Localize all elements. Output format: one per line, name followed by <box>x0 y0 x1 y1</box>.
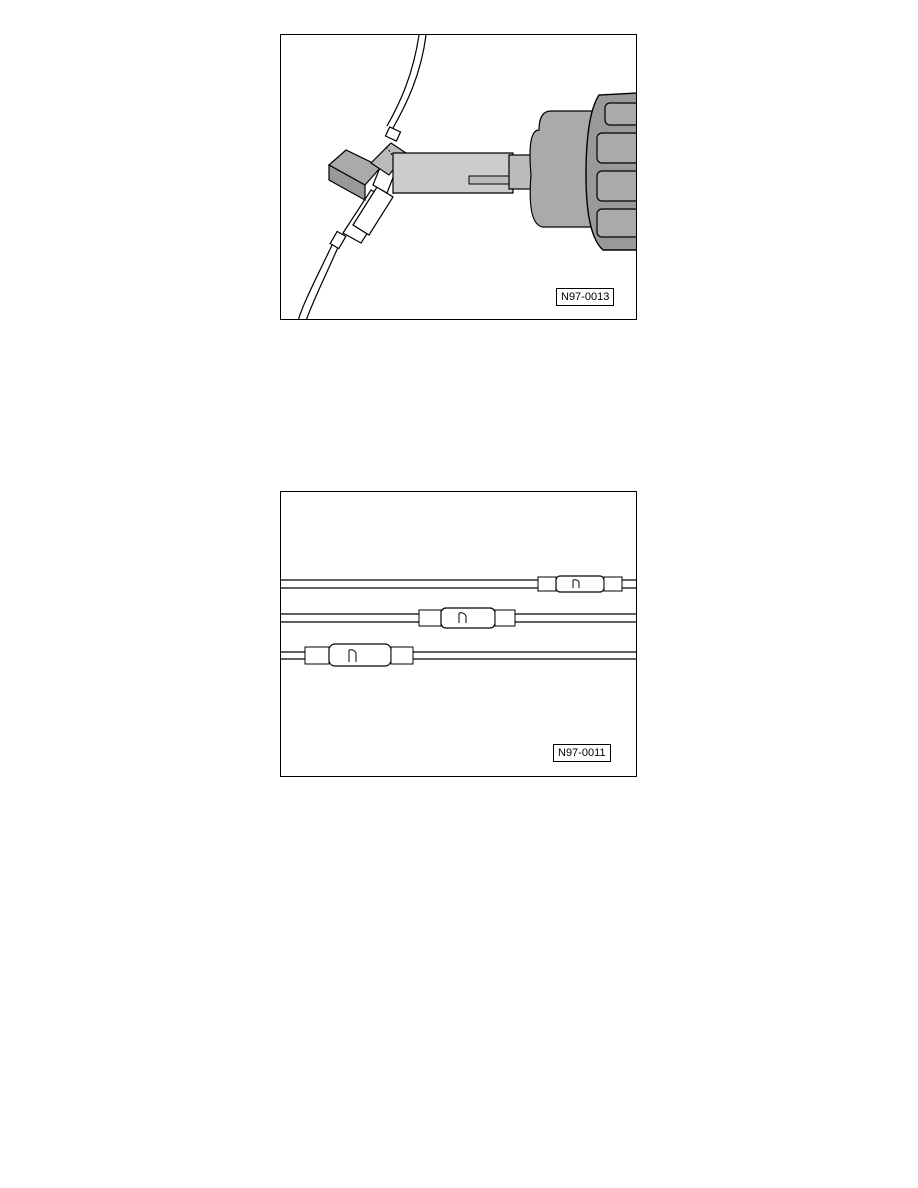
figure-label: N97-0013 <box>556 288 614 306</box>
illustration-heat-gun-connector <box>280 34 637 320</box>
heat-gun-drawing <box>281 35 637 320</box>
wire-connectors-drawing <box>281 492 637 777</box>
figure-label: N97-0011 <box>553 744 611 762</box>
illustration-wire-connectors <box>280 491 637 777</box>
